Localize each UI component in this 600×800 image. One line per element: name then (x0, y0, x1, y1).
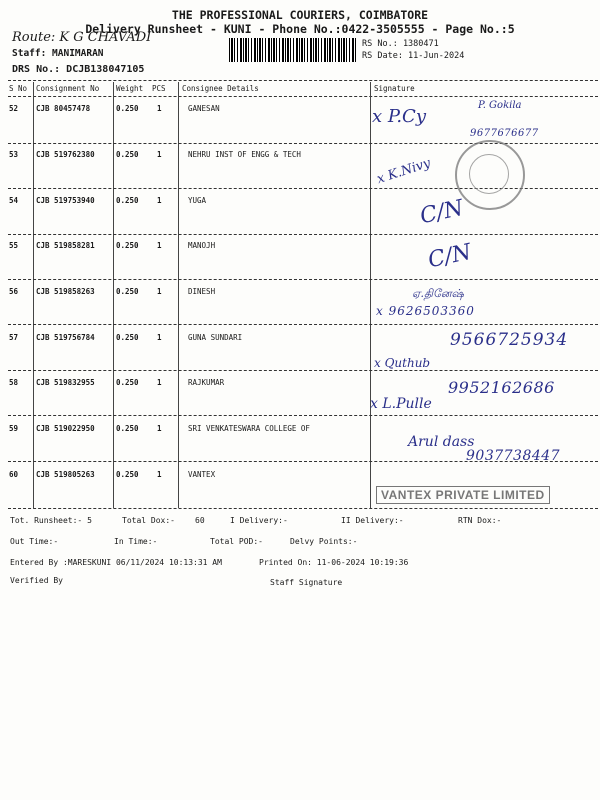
tot-runsheet: Tot. Runsheet:- 5 (10, 516, 92, 525)
col-sno-header: S No (9, 84, 28, 93)
row-consignee: RAJKUMAR (188, 378, 225, 387)
row-pcs: 1 (157, 104, 162, 113)
route-label: Route: K G CHAVADI (12, 30, 152, 45)
row-weight: 0.250 (116, 241, 139, 250)
row-consignment: CJB 519805263 (36, 470, 95, 479)
row-consignment: CJB 519762380 (36, 150, 95, 159)
row-sno: 56 (9, 287, 19, 296)
signature-row59-phone: 9037738447 (466, 448, 561, 464)
total-pod: Total POD:- (210, 537, 263, 546)
company-seal-stamp (455, 140, 525, 210)
row-sno: 59 (9, 424, 19, 433)
printed-on: Printed On: 11-06-2024 10:19:36 (259, 558, 409, 567)
row-divider (8, 234, 598, 235)
total-dox-value: 60 (195, 516, 205, 525)
i-delivery: I Delivery:- (230, 516, 288, 525)
row-sno: 54 (9, 196, 19, 205)
row-divider (8, 415, 598, 416)
row-sno: 60 (9, 470, 19, 479)
ii-delivery: II Delivery:- (341, 516, 404, 525)
signature-row52: x P.Cy (372, 106, 426, 127)
row-consignee: YUGA (188, 196, 207, 205)
row-divider (8, 143, 598, 144)
row-pcs: 1 (157, 424, 162, 433)
row-weight: 0.250 (116, 150, 139, 159)
table-top-border (8, 80, 598, 81)
row-weight: 0.250 (116, 287, 139, 296)
signature-row57: x Quthub (374, 356, 431, 370)
entered-by: Entered By :MARESKUNI 06/11/2024 10:13:31 AM (10, 558, 222, 567)
row-consignment: CJB 519858281 (36, 241, 95, 250)
staff-signature: Staff Signature (270, 578, 343, 587)
row-weight: 0.250 (116, 333, 139, 342)
barcode (229, 38, 356, 62)
row-consignee: VANTEX (188, 470, 216, 479)
column-divider (370, 82, 371, 508)
row-consignee: GANESAN (188, 104, 220, 113)
row-weight: 0.250 (116, 470, 139, 479)
row-consignee: DINESH (188, 287, 216, 296)
row-consignment: CJB 519858263 (36, 287, 95, 296)
rs-date: RS Date: 11-Jun-2024 (362, 51, 465, 61)
col-consignee-header: Consignee Details (182, 84, 259, 93)
col-signature-header: Signature (374, 84, 415, 93)
row-divider (8, 370, 598, 371)
signature-row53: x K.Nivy (375, 155, 433, 188)
signature-row52-phone: 9677676677 (470, 128, 539, 139)
row-pcs: 1 (157, 241, 162, 250)
row-pcs: 1 (157, 333, 162, 342)
row-weight: 0.250 (116, 378, 139, 387)
signature-row54: C/N (417, 195, 466, 230)
row-consignment: CJB 519753940 (36, 196, 95, 205)
signature-row58: x L.Pulle (370, 396, 432, 412)
row-consignee: SRI VENKATESWARA COLLEGE OF (188, 424, 310, 433)
row-consignment: CJB 519832955 (36, 378, 95, 387)
verified-by: Verified By (10, 576, 63, 585)
out-time: Out Time:- (10, 537, 59, 546)
row-weight: 0.250 (116, 196, 139, 205)
total-dox-label: Total Dox:- (122, 516, 175, 525)
row-divider (8, 279, 598, 280)
drs-number: DRS No.: DCJB138047105 (12, 64, 145, 75)
column-divider (178, 82, 179, 508)
row-consignment: CJB 80457478 (36, 104, 91, 113)
vantex-company-stamp: VANTEX PRIVATE LIMITED (376, 486, 550, 504)
signature-row52-name: P. Gokila (478, 100, 522, 111)
table-bottom-border (8, 508, 598, 509)
delvy-points: Delvy Points:- (290, 537, 358, 546)
row-weight: 0.250 (116, 424, 139, 433)
signature-row56-phone: x 9626503360 (376, 304, 475, 318)
row-sno: 55 (9, 241, 19, 250)
row-pcs: 1 (157, 196, 162, 205)
row-divider (8, 324, 598, 325)
row-weight: 0.250 (116, 104, 139, 113)
runsheet-subtitle: Delivery Runsheet - KUNI - Phone No.:0422-3505555 - Page No.:5 (85, 22, 515, 36)
row-pcs: 1 (157, 378, 162, 387)
row-pcs: 1 (157, 150, 162, 159)
rs-number: RS No.: 1380471 (362, 39, 439, 49)
table-header-border (8, 96, 598, 97)
row-sno: 58 (9, 378, 19, 387)
row-consignment: CJB 519022950 (36, 424, 95, 433)
col-weight-header: Weight (116, 84, 144, 93)
signature-row58-phone: 9952162686 (448, 378, 555, 397)
column-divider (33, 82, 34, 508)
column-divider (113, 82, 114, 508)
signature-row59-name: Arul dass (408, 434, 475, 450)
row-sno: 57 (9, 333, 19, 342)
col-consignment-header: Consignment No (36, 84, 100, 93)
row-sno: 52 (9, 104, 19, 113)
col-pcs-header: PCS (152, 84, 166, 93)
row-consignee: NEHRU INST OF ENGG & TECH (188, 150, 301, 159)
rtn-dox: RTN Dox:- (458, 516, 502, 525)
row-consignee: MANOJH (188, 241, 216, 250)
signature-row57-phone: 9566725934 (450, 330, 569, 350)
row-consignee: GUNA SUNDARI (188, 333, 243, 342)
row-consignment: CJB 519756784 (36, 333, 95, 342)
signature-row56-name: ஏ.தினேஷ் (412, 287, 464, 300)
in-time: In Time:- (114, 537, 158, 546)
row-pcs: 1 (157, 287, 162, 296)
row-pcs: 1 (157, 470, 162, 479)
row-sno: 53 (9, 150, 19, 159)
staff-label: Staff: MANIMARAN (12, 48, 104, 59)
company-title: THE PROFESSIONAL COURIERS, COIMBATORE (171, 8, 429, 22)
signature-row55: C/N (425, 239, 474, 274)
